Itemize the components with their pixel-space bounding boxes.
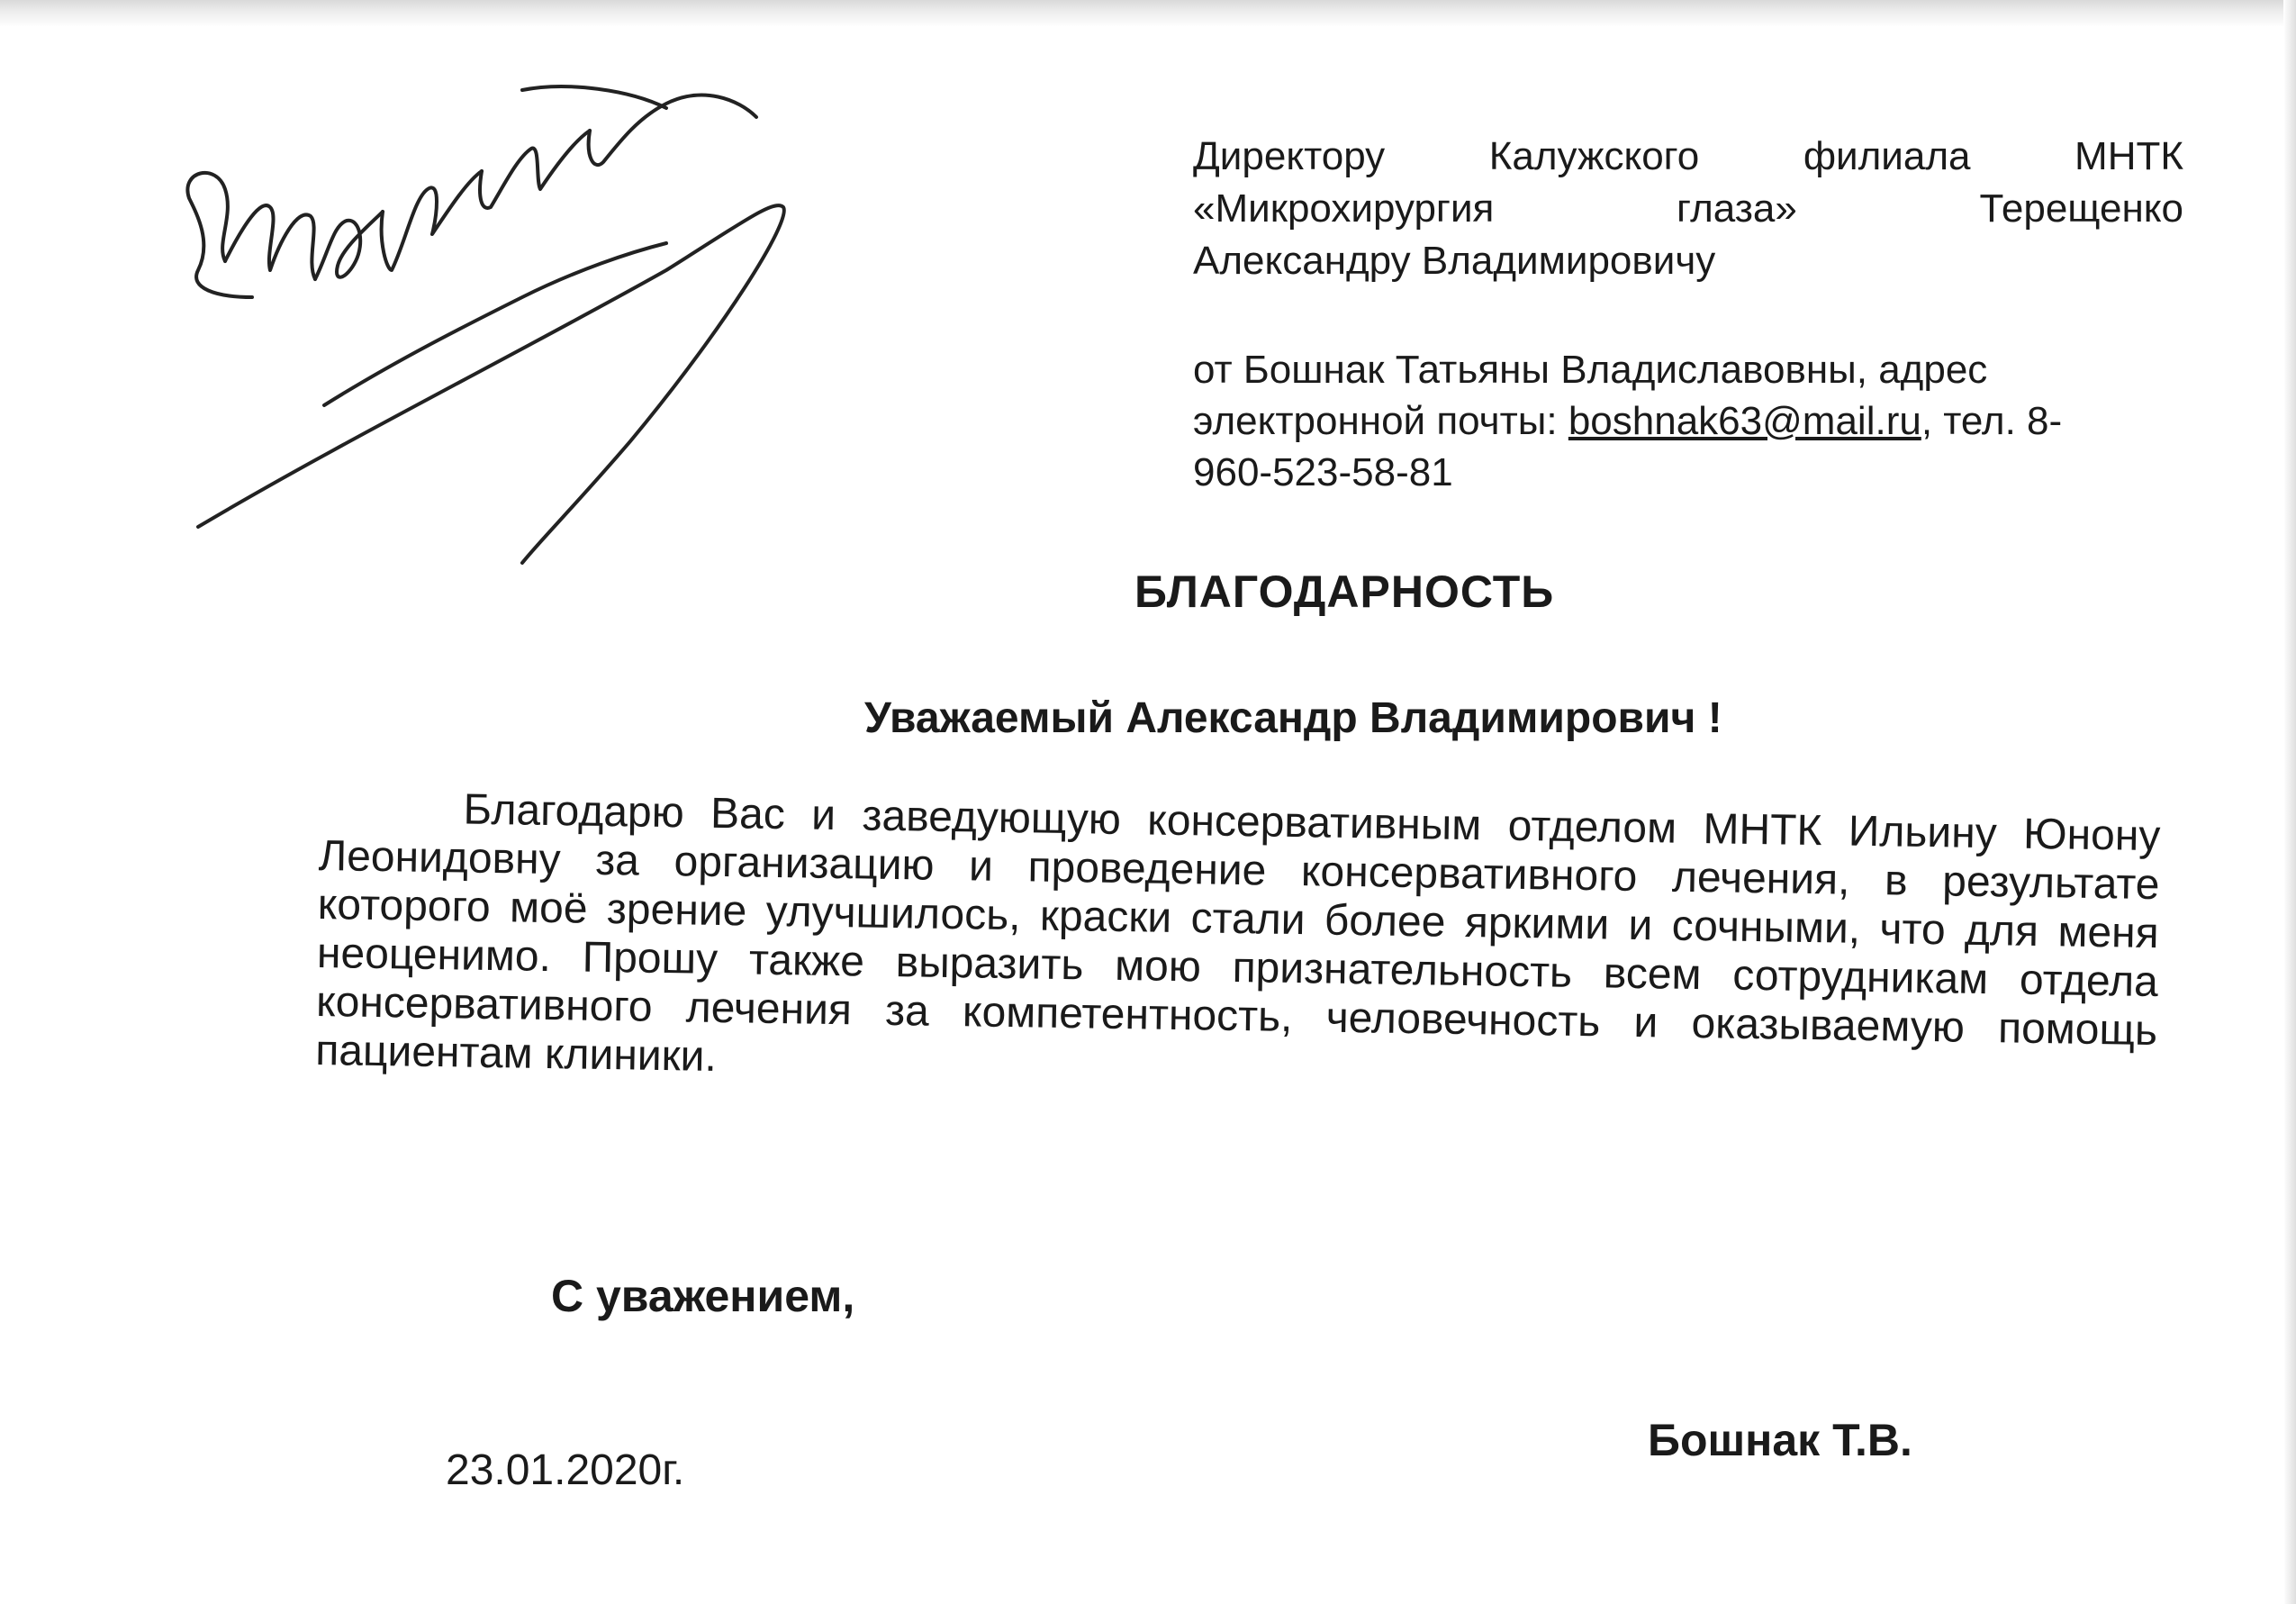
signer-name: Бошнак Т.В. — [1648, 1415, 1912, 1465]
sender-phone: , тел. 8-960-523-58-81 — [1193, 399, 2063, 494]
letter-date: 23.01.2020г. — [446, 1446, 685, 1494]
salutation: Уважаемый Александр Владимирович ! — [864, 694, 1722, 742]
letter-body: Благодарю Вас и заведующую консервативным отделом МНТК Ильину Юнону Леонидовну за организацию и проведение консервативного лечения, в результате которого моё зрение улучшилось, краски стали более яркими и сочными, что для меня неоценимо. Прошу также выразить мою признательность всем сотрудникам отдела консервативного лечения за компетентность, человечность и оказываемую помощь пациентам клиники. — [314, 785, 2161, 1081]
closing-phrase: С уважением, — [551, 1271, 855, 1321]
addressee-block — [1193, 131, 2183, 287]
addressee-line-3: Александру Владимировичу — [1193, 239, 1716, 283]
document-title: БЛАГОДАРНОСТЬ — [1134, 566, 1555, 617]
scan-shadow-right — [2283, 0, 2296, 1604]
addressee-line-2: «Микрохирургия глаза» Терещенко — [1193, 186, 2183, 231]
scan-shadow-top — [0, 0, 2296, 27]
handwritten-resolution-signature — [162, 63, 954, 567]
addressee-line-1: Директору Калужского филиала МНТК — [1193, 134, 2183, 178]
sender-text: от Бошнак Татьяны Владиславовны, адрес электронной почты: — [1193, 348, 1988, 443]
sender-email-link[interactable]: boshnak63@mail.ru — [1568, 399, 1921, 443]
sender-block — [1193, 344, 2120, 498]
